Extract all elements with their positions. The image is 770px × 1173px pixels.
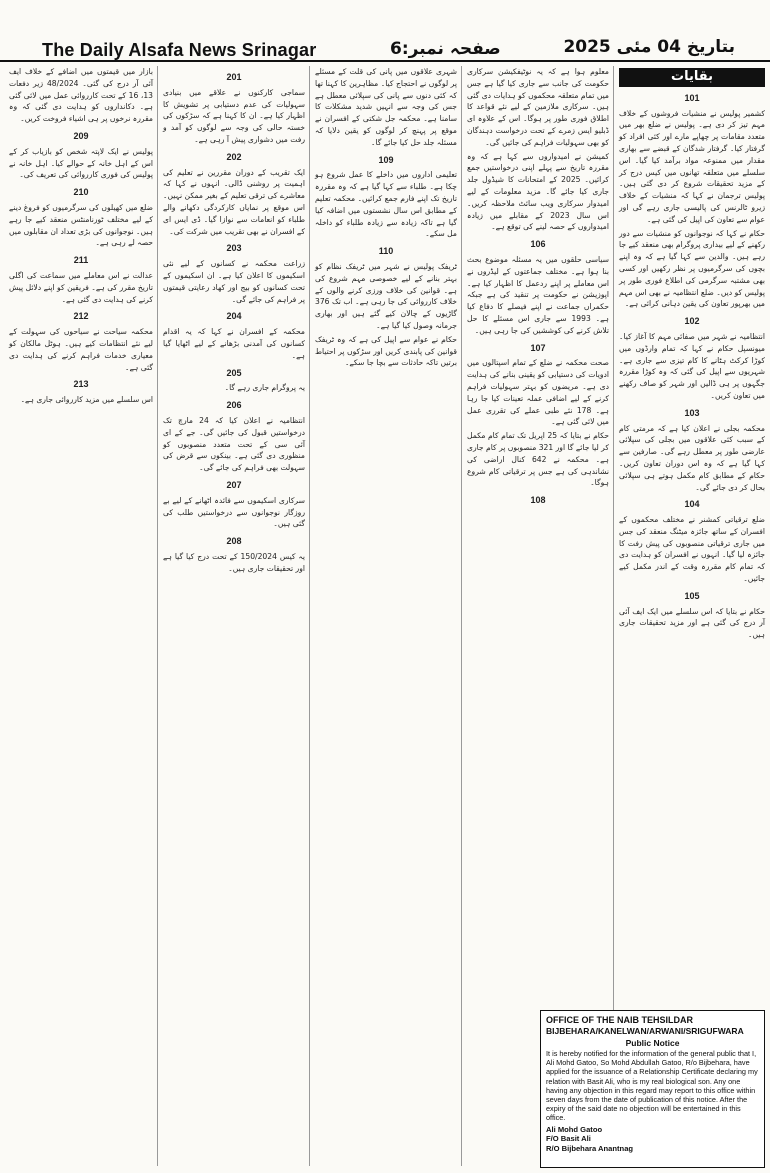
article-text: انتظامیہ نے شہر میں صفائی مہم کا آغاز کیا۔ میونسپل حکام نے کہا کہ تمام وارڈوں میں کوڑا کرکٹ ہٹانے کا کام تیزی سے جاری ہے۔ شہریوں سے اپیل کی گئی کہ وہ کوڑا مقررہ جگہوں پر ہی ڈالیں اور شہر کو صاف رکھنے میں تعاون کریں۔ bbox=[619, 331, 765, 400]
article-number: 203 bbox=[226, 243, 242, 254]
article-number: 201 bbox=[226, 72, 242, 82]
article-text: سرکاری اسکیموں سے فائدہ اٹھانے کے لیے بے روزگار نوجوانوں سے درخواستیں طلب کی گئی ہیں۔ bbox=[163, 495, 305, 529]
article-text: کشمیر پولیس نے منشیات فروشوں کے خلاف مہم تیز کر دی ہے۔ پولیس نے ضلع بھر میں متعدد مقامات پر چھاپے مارے اور کئی افراد کو گرفتار کیا۔ گرفتار شدگان کے قبضے سے بھاری مقدار میں ممنوعہ مواد برآمد کیا گیا۔ اس سلسلے میں متعلقہ تھانوں میں کیس درج کر کے مزید تحقیقات شروع کر دی گئی ہیں۔ پولیس ترجمان نے کہا کہ منشیات کے خلاف زیرو ٹالرنس کی پالیسی جاری رہے گی اور عوام سے تعاون کی اپیل کی گئی ہے۔ bbox=[619, 108, 765, 224]
article-number: 103 bbox=[684, 407, 700, 418]
column-3 bbox=[312, 66, 460, 1166]
article-number: 101 bbox=[684, 92, 700, 103]
notice-office: OFFICE OF THE NAIB TEHSILDAR bbox=[546, 1015, 693, 1025]
notice-sign-relation: F/O Basit Ali bbox=[546, 1134, 591, 1144]
article-number: 209 bbox=[73, 130, 89, 141]
column-divider bbox=[461, 66, 462, 1166]
article-text: عدالت نے اس معاملے میں سماعت کی اگلی تاریخ مقرر کی ہے۔ فریقین کو اپنے دلائل پیش کرنے کی ہدایت دی گئی ہے۔ bbox=[9, 270, 153, 304]
article-text: شہری علاقوں میں پانی کی قلت کے مسئلے پر لوگوں نے احتجاج کیا۔ مظاہرین کا کہنا تھا کہ کئی دنوں سے پانی کی سپلائی معطل ہے جس کی وجہ سے انہیں شدید مشکلات کا سامنا ہے۔ محکمہ جل شکتی کے افسران نے موقع پر پہنچ کر لوگوں کو یقین دلایا کہ مسئلہ جلد حل کیا جائے گا۔ bbox=[315, 67, 457, 147]
article-number: 102 bbox=[684, 316, 700, 327]
notice-sign-name: Ali Mohd Gatoo bbox=[546, 1124, 603, 1134]
notice-subheading: BIJBEHARA/KANELWAN/ARWANI/SRIGUFWARA bbox=[546, 1026, 744, 1036]
article-number: 212 bbox=[73, 311, 89, 322]
notice-body: It is hereby notified for the information of the general public that I, Ali Mohd Gatoo, So Mohd Abdullah Gatoo, R/o Bijbehara, have applied for the issuance of a Relationship Certificate declaring my relation with Basit Ali, who is my real biological son. Any one having any objection in this regard may report to this office within seven days from the date of publication of this notice. After the expiry of the said date no objection will be entertained in this office. bbox=[546, 1049, 758, 1123]
newspaper-masthead: The Daily Alsafa News Srinagar bbox=[42, 40, 317, 60]
article-number: 202 bbox=[226, 151, 242, 162]
article-text: بازار میں قیمتوں میں اضافے کے خلاف ایف آئی آر درج کی گئی۔ 48/2024 زیر دفعات 13، 16 کے تحت کارروائی عمل میں لائی گئی ہے۔ دکانداروں کو ہدایت دی گئی کہ وہ مقررہ نرخوں پر ہی اشیاء فروخت کریں۔ bbox=[9, 67, 154, 124]
article-text: ضلع ترقیاتی کمشنر نے مختلف محکموں کے افسران کے ساتھ جائزہ میٹنگ منعقد کی جس میں جاری ترقیاتی منصوبوں کی پیش رفت کا جائزہ لیا گیا۔ انہوں نے افسران کو ہدایت دی کہ تمام کام مقررہ وقت کے اندر مکمل کیے جائیں۔ bbox=[619, 515, 765, 584]
column-4 bbox=[160, 66, 308, 1166]
article-text: یہ کیس 150/2024 کے تحت درج کیا گیا ہے اور تحقیقات جاری ہیں۔ bbox=[163, 551, 305, 573]
notice-signatory bbox=[546, 1125, 759, 1154]
article-text: صحت محکمہ نے ضلع کے تمام اسپتالوں میں ادویات کی دستیابی کو یقینی بنانے کی ہدایت دی ہے۔ مریضوں کو بہتر سہولیات فراہم کرنے کے لیے اضافی عملہ تعینات کیا جا رہا ہے۔ 178 نئے طبی عملے کی تقرری عمل میں لائی گئی ہے۔ bbox=[467, 358, 609, 427]
column-2 bbox=[464, 66, 612, 1166]
article-number: 204 bbox=[226, 311, 242, 322]
article-text: انتظامیہ نے اعلان کیا کہ 24 مارچ تک درخواستیں قبول کی جائیں گی۔ جے کے ای آئی سی کے تحت متعدد منصوبوں کو منظوری دی گئی ہے۔ بینکوں سے قرض کی سہولت بھی فراہم کی جائے گی۔ bbox=[163, 415, 305, 473]
article-number: 110 bbox=[378, 246, 394, 257]
article-number: 205 bbox=[226, 367, 242, 378]
section-banner: بقایات bbox=[619, 68, 765, 87]
article-text: حکام نے بتایا کہ اس سلسلے میں ایک ایف آئی آر درج کی گئی ہے اور مزید تحقیقات جاری ہیں۔ bbox=[619, 606, 765, 640]
article-text: محکمہ کے افسران نے کہا کہ یہ اقدام کسانوں کی آمدنی بڑھانے کے لیے اٹھایا گیا ہے۔ bbox=[163, 327, 305, 360]
column-divider bbox=[157, 66, 158, 1166]
article-text: کمیشن نے امیدواروں سے کہا ہے کہ وہ مقررہ تاریخ سے پہلے اپنی درخواستیں جمع کرائیں۔ 2025 کے امتحانات کا شیڈول جلد جاری کیا جائے گا۔ مزید معلومات کے لیے امیدوار سرکاری ویب سائٹ ملاحظہ کریں۔ اس سال 2023 کے مقابلے میں زیادہ امیدواروں کے حصہ لینے کی توقع ہے۔ bbox=[467, 151, 610, 232]
public-notice-box bbox=[540, 1010, 765, 1168]
article-text: ٹریفک پولیس نے شہر میں ٹریفک نظام کو بہتر بنانے کے لیے خصوصی مہم شروع کی ہے۔ قوانین کی خلاف ورزی کرنے والوں کے خلاف کارروائی کی جا رہی ہے۔ اب تک 376 گاڑیوں کے چالان کیے گئے ہیں اور بھاری جرمانہ وصول کیا گیا ہے۔ bbox=[315, 261, 457, 330]
article-number: 104 bbox=[684, 499, 700, 510]
notice-sign-address: R/O Bijbehara Anantnag bbox=[546, 1143, 634, 1153]
article-text: یہ پروگرام جاری رہے گا۔ bbox=[224, 383, 305, 393]
column-divider bbox=[613, 66, 614, 1166]
column-divider bbox=[309, 66, 310, 1166]
column-5 bbox=[6, 66, 156, 1166]
article-number: 106 bbox=[530, 239, 546, 250]
article-text: اس سلسلے میں مزید کارروائی جاری ہے۔ bbox=[20, 395, 153, 405]
article-text: محکمہ سیاحت نے سیاحوں کی سہولت کے لیے نئے انتظامات کیے ہیں۔ ہوٹل مالکان کو معیاری خدمات فراہم کرنے کی ہدایت دی گئی ہے۔ bbox=[9, 327, 153, 372]
article-text: زراعت محکمہ نے کسانوں کے لیے نئی اسکیموں کا اعلان کیا ہے۔ ان اسکیموں کے تحت کسانوں کو بیج اور کھاد رعایتی قیمتوں پر فراہم کی جائے گی۔ bbox=[163, 259, 305, 304]
article-text: حکام نے بتایا کہ 25 اپریل تک تمام کام مکمل کر لیا جائے گا اور 321 منصوبوں پر کام جاری ہے۔ محکمہ نے 642 کنال اراضی کی نشاندہی کی ہے جس پر ترقیاتی کام شروع ہوگا۔ bbox=[467, 431, 609, 488]
article-text: تعلیمی اداروں میں داخلے کا عمل شروع ہو چکا ہے۔ طلباء سے کہا گیا ہے کہ وہ مقررہ تاریخ تک اپنے فارم جمع کرائیں۔ محکمہ تعلیم کے مطابق اس سال نشستوں میں اضافہ کیا گیا ہے تاکہ زیادہ سے زیادہ طلباء کو داخلہ مل سکے۔ bbox=[315, 170, 457, 239]
article-number: 107 bbox=[530, 342, 546, 353]
article-text: حکام نے عوام سے اپیل کی ہے کہ وہ ٹریفک قوانین کی پابندی کریں اور سڑکوں پر احتیاط برتیں تاکہ حادثات سے بچا جا سکے۔ bbox=[315, 334, 457, 368]
article-number: 109 bbox=[378, 154, 394, 165]
article-text: سماجی کارکنوں نے علاقے میں بنیادی سہولیات کی عدم دستیابی پر تشویش کا اظہار کیا ہے۔ ان کا کہنا ہے کہ سڑکوں کی خستہ حالی کی وجہ سے لوگوں کو آمد و رفت میں دشواری پیش آ رہی ہے۔ bbox=[163, 87, 305, 144]
article-text: محکمہ بجلی نے اعلان کیا ہے کہ مرمتی کام کے سبب کئی علاقوں میں بجلی کی سپلائی عارضی طور پر معطل رہے گی۔ صارفین سے کہا گیا ہے کہ وہ اس دوران تعاون کریں۔ حکام کے مطابق کام مکمل ہوتے ہی سپلائی بحال کر دی جائے گی۔ bbox=[619, 423, 765, 492]
article-text: معلوم ہوا ہے کہ یہ نوٹیفکیشن سرکاری حکومت کی جانب سے جاری کیا گیا ہے جس میں تمام متعلقہ محکموں کو ہدایات دی گئی ہیں۔ سرکاری ملازمین کے لیے نئے قواعد کا اطلاق فوری طور پر ہوگا۔ اس کے علاوہ ای ڈبلیو ایس زمرے کے تحت درخواست دہندگان کو بھی سہولیات فراہم کی جائیں گی۔ bbox=[467, 67, 609, 147]
article-number: 213 bbox=[73, 379, 89, 390]
notice-title: Public Notice bbox=[625, 1038, 680, 1048]
article-number: 210 bbox=[73, 187, 89, 198]
column-1 bbox=[616, 66, 768, 1166]
article-number: 108 bbox=[530, 495, 546, 506]
article-text: حکام نے کہا کہ نوجوانوں کو منشیات سے دور رکھنے کے لیے بیداری پروگرام بھی منعقد کیے جا رہے ہیں۔ والدین سے کہا گیا ہے کہ وہ اپنے بچوں کی سرگرمیوں پر نظر رکھیں اور کسی بھی مشتبہ سرگرمی کی اطلاع فوری طور پر پولیس کو دیں۔ ضلع انتظامیہ نے بھی اس مہم میں بھرپور تعاون کی یقین دہانی کرائی ہے۔ bbox=[619, 228, 765, 309]
article-number: 207 bbox=[226, 479, 242, 490]
article-number: 206 bbox=[226, 400, 242, 411]
article-text: ضلع میں کھیلوں کی سرگرمیوں کو فروغ دینے کے لیے مختلف ٹورنامنٹس منعقد کیے جا رہے ہیں۔ نوجوانوں کی بڑی تعداد ان مقابلوں میں حصہ لے رہی ہے۔ bbox=[9, 202, 153, 248]
date-label: بتاریخ 04 مئی 2025 bbox=[563, 37, 735, 57]
article-number: 105 bbox=[684, 590, 700, 601]
page-number-label: صفحہ نمبر:6 bbox=[390, 39, 501, 59]
article-number: 211 bbox=[73, 255, 89, 266]
article-number: 208 bbox=[226, 536, 242, 547]
article-text: پولیس نے ایک لاپتہ شخص کو بازیاب کر کے اس کے اہل خانہ کے حوالے کیا۔ اہل خانہ نے پولیس کی فوری کارروائی کی تعریف کی۔ bbox=[9, 146, 153, 180]
article-text: ایک تقریب کے دوران مقررین نے تعلیم کی اہمیت پر روشنی ڈالی۔ انہوں نے کہا کہ معاشرے کی ترقی تعلیم کے بغیر ممکن نہیں۔ اس موقع پر نمایاں کارکردگی دکھانے والے طلباء کو انعامات سے نوازا گیا۔ ڈی ایس ای کے افسران نے بھی تقریب میں شرکت کی۔ bbox=[163, 167, 305, 236]
page-header bbox=[0, 0, 770, 62]
article-text: سیاسی حلقوں میں یہ مسئلہ موضوع بحث بنا ہوا ہے۔ مختلف جماعتوں کے لیڈروں نے اس معاملے پر اپنے ردعمل کا اظہار کیا ہے۔ اپوزیشن نے حکومت پر تنقید کی ہے جبکہ حکمراں جماعت نے اپنے فیصلے کا دفاع کیا ہے۔ 1993 سے جاری اس مسئلے کا حل تلاش کرنے کی کوششیں کی جا رہی ہیں۔ bbox=[467, 254, 610, 335]
